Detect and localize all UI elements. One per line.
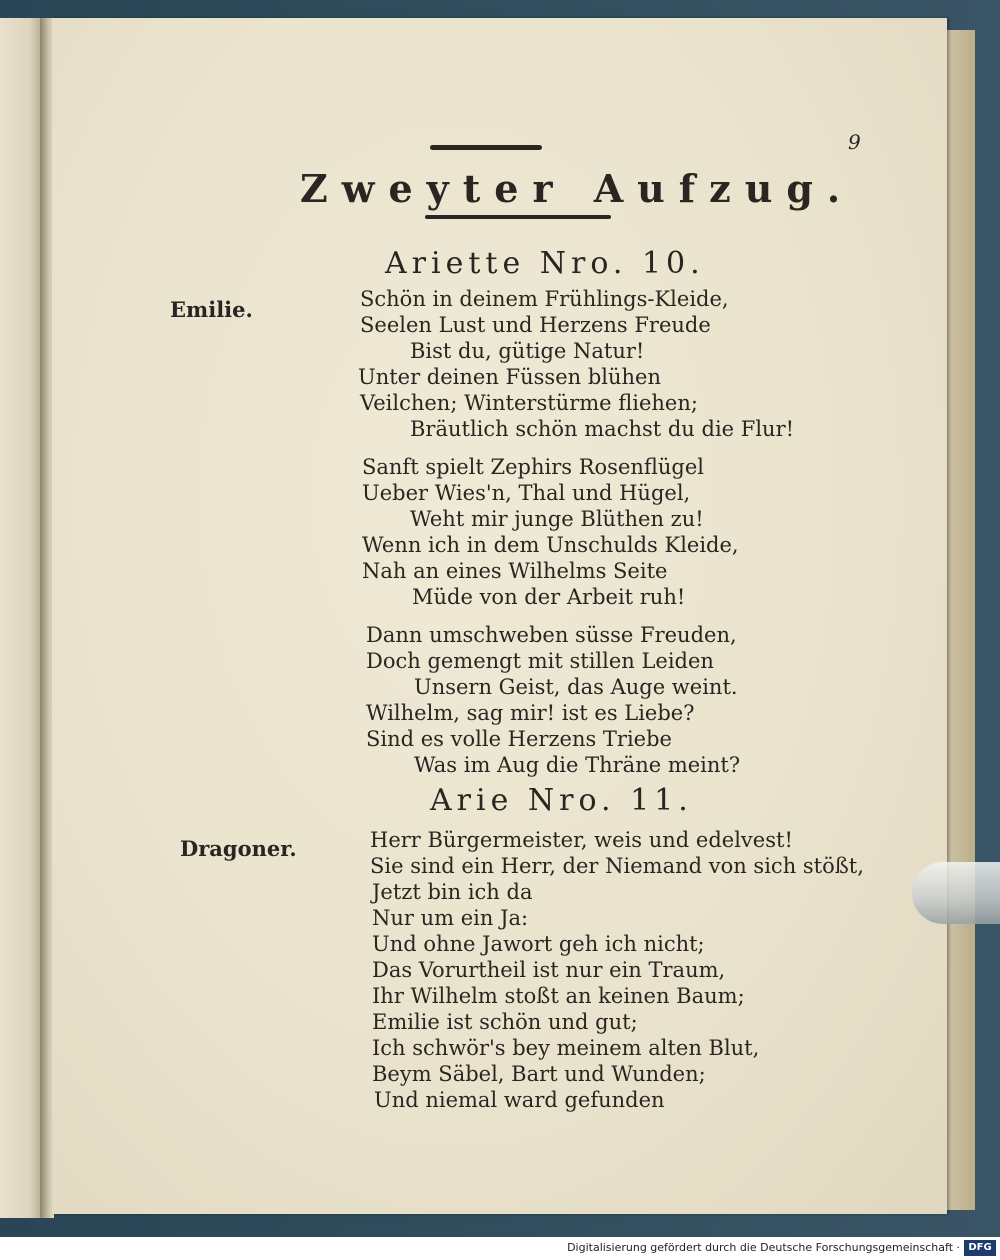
title-rule-top bbox=[430, 145, 542, 150]
verse-line: Doch gemengt mit stillen Leiden bbox=[366, 649, 714, 673]
verse-line: Herr Bürgermeister, weis und edelvest! bbox=[370, 828, 793, 852]
verse-line: Nur um ein Ja: bbox=[372, 906, 529, 930]
verse-line: Schön in deinem Frühlings-Kleide, bbox=[360, 287, 729, 311]
verse-line: Wenn ich in dem Unschulds Kleide, bbox=[362, 533, 739, 557]
verse-line: Wilhelm, sag mir! ist es Liebe? bbox=[366, 701, 695, 725]
verse-line: Unter deinen Füssen blühen bbox=[358, 365, 661, 389]
title-rule-bottom bbox=[425, 215, 611, 219]
right-page-edges bbox=[947, 30, 975, 1210]
verse-line: Ich schwör's bey meinem alten Blut, bbox=[372, 1036, 760, 1060]
verse-line: Müde von der Arbeit ruh! bbox=[412, 585, 686, 609]
verse-line: Und ohne Jawort geh ich nicht; bbox=[372, 932, 705, 956]
verse-line: Beym Säbel, Bart und Wunden; bbox=[372, 1062, 706, 1086]
verse-line: Sanft spielt Zephirs Rosenflügel bbox=[362, 455, 705, 479]
verse-line: Bräutlich schön machst du die Flur! bbox=[410, 417, 795, 441]
speaker-emilie: Emilie. bbox=[170, 297, 253, 322]
verse-line: Ueber Wies'n, Thal und Hügel, bbox=[362, 481, 691, 505]
verse-line: Sind es volle Herzens Triebe bbox=[366, 727, 672, 751]
verse-line: Nah an eines Wilhelms Seite bbox=[362, 559, 668, 583]
left-page-edge bbox=[0, 18, 42, 1218]
speaker-dragoner: Dragoner. bbox=[180, 836, 297, 861]
section-heading-ariette: Ariette Nro. 10. bbox=[385, 246, 705, 281]
verse-line: Unsern Geist, das Auge weint. bbox=[414, 675, 738, 699]
page-number: 9 bbox=[848, 130, 861, 154]
verse-line: Weht mir junge Blüthen zu! bbox=[410, 507, 704, 531]
page-tab-marker bbox=[912, 862, 1000, 924]
verse-line: Dann umschweben süsse Freuden, bbox=[366, 623, 737, 647]
verse-line: Das Vorurtheil ist nur ein Traum, bbox=[372, 958, 726, 982]
verse-line: Emilie ist schön und gut; bbox=[372, 1010, 638, 1034]
verse-line: Veilchen; Winterstürme fliehen; bbox=[360, 391, 698, 415]
footer-bar bbox=[0, 1237, 1000, 1260]
act-title: Zweyter Aufzug. bbox=[300, 166, 855, 211]
footer-credit: Digitalisierung gefördert durch die Deutsche Forschungsgemeinschaft · bbox=[567, 1241, 960, 1254]
verse-line: Ihr Wilhelm stoßt an keinen Baum; bbox=[372, 984, 745, 1008]
verse-line: Seelen Lust und Herzens Freude bbox=[360, 313, 711, 337]
dfg-logo-icon: DFG bbox=[964, 1240, 996, 1256]
verse-line: Was im Aug die Thräne meint? bbox=[414, 753, 741, 777]
verse-line: Sie sind ein Herr, der Niemand von sich stößt, bbox=[370, 854, 864, 878]
verse-line: Und niemal ward gefunden bbox=[374, 1088, 665, 1112]
verse-line: Bist du, gütige Natur! bbox=[410, 339, 645, 363]
verse-line: Jetzt bin ich da bbox=[372, 880, 533, 904]
section-heading-arie: Arie Nro. 11. bbox=[430, 783, 693, 818]
